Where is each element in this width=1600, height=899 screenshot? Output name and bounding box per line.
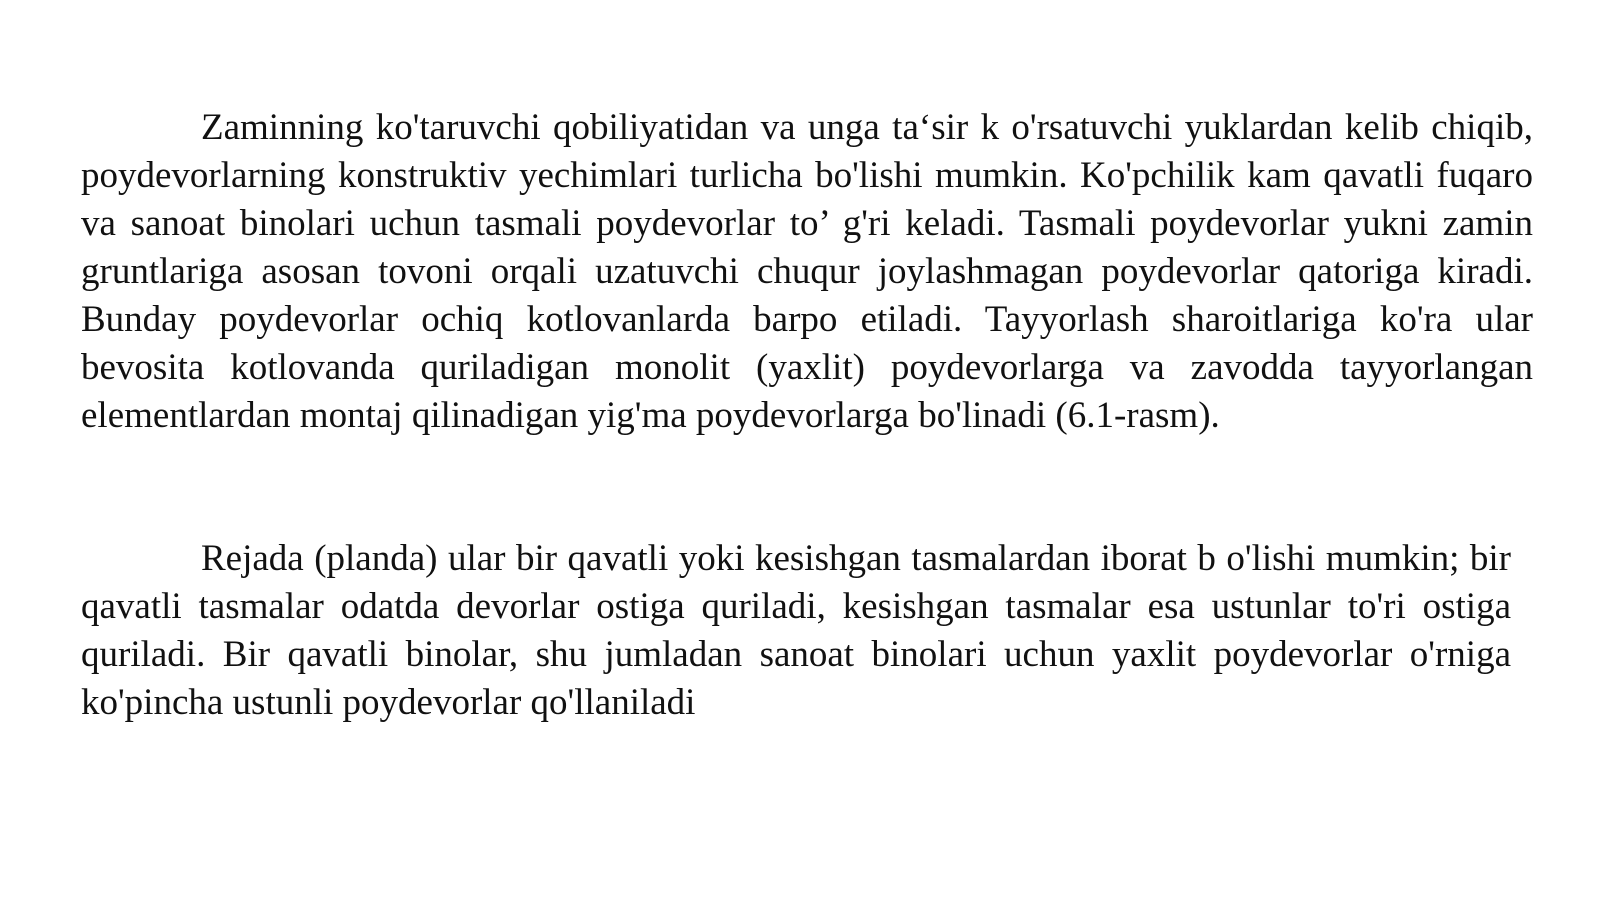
paragraph-plan-layout: Rejada (planda) ular bir qavatli yoki kesishgan tasmalardan iborat b o'lishi mumkin; bir qavatli tasmalar odatda devorlar ostiga quriladi, kesishgan tasmalar esa ustunlar to'ri ostiga quriladi. Bir qavatli binolar, shu jumladan sanoat binolari uchun yaxlit poydevorlar o'rniga ko'pincha ustunli poydevorlar qo'llaniladi [81, 538, 1511, 723]
paragraph-foundation-types: Zaminning ko'taruvchi qobiliyatidan va unga ta‘sir k o'rsatuvchi yuklardan kelib chiqib, poydevorlarning konstruktiv yechimlari turlicha bo'lishi mumkin. Ko'pchilik kam qavatli fuqaro va sanoat binolari uchun tasmali poydevorlar to’ g'ri keladi. Tasmali poydevorlar yukni zamin gruntlariga asosan tovoni orqali uzatuvchi chuqur joylashmagan poydevorlar qatoriga kiradi. Bunday poydevorlar ochiq kotlovanlarda barpo etiladi. Tayyorlash sharoitlariga ko'ra ular bevosita kotlovanda quriladigan monolit (yaxlit) poydevorlarga va zavodda tayyorlangan elementlardan montaj qilinadigan yig'ma poydevorlarga bo'linadi (6.1-rasm). [81, 107, 1533, 436]
